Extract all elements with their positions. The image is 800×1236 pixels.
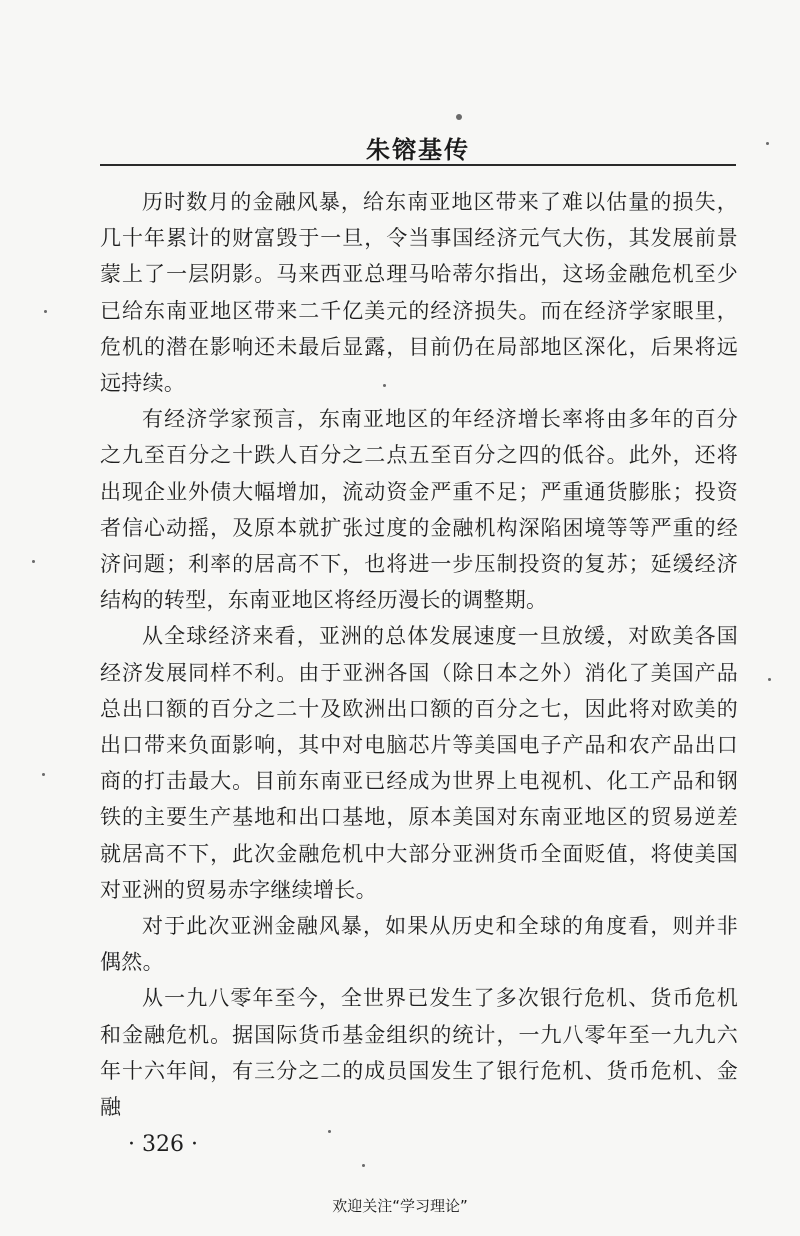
paragraph: 历时数月的金融风暴，给东南亚地区带来了难以估量的损失，几十年累计的财富毁于一旦，令当事国经济元气大伤，其发展前景蒙上了一层阴影。马来西亚总理马哈蒂尔指出，这场金融危机至少已给东南亚地区带来二千亿美元的经济损失。而在经济学家眼里，危机的潜在影响还未最后显露，目前仍在局部地区深化，后果将远远持续。: [100, 190, 738, 396]
paragraph: 有经济学家预言，东南亚地区的年经济增长率将由多年的百分之九至百分之十跌人百分之二点五至百分之四的低谷。此外，还将出现企业外债大幅增加，流动资金严重不足；严重通货膨胀；投资者信心动摇，及原本就扩张过度的金融机构深陷困境等等严重的经济问题；利率的居高不下，也将进一步压制投资的复苏；延缓经济结构的转型，东南亚地区将经历漫长的调整期。: [100, 407, 738, 613]
paragraph: 对于此次亚洲金融风暴，如果从历史和全球的角度看，则并非偶然。: [100, 914, 738, 975]
scan-speck: [32, 560, 35, 563]
book-title: 朱镕基传: [366, 135, 470, 164]
paragraph: 从全球经济来看，亚洲的总体发展速度一旦放缓，对欧美各国经济发展同样不利。由于亚洲各国（除日本之外）消化了美国产品总出口额的百分之二十及欧洲出口额的百分之七，因此将对欧美的出口带来负面影响，其中对电脑芯片等美国电子产品和农产品出口商的打击最大。目前东南亚已经成为世界上电视机、化工产品和钢铁的主要生产基地和出口基地，原本美国对东南亚地区的贸易逆差就居高不下，此次金融危机中大部分亚洲货币全面贬值，将使美国对亚洲的贸易赤字继续增长。: [100, 624, 738, 902]
paragraph: 从一九八零年至今，全世界已发生了多次银行危机、货币危机和金融危机。据国际货币基金组织的统计，一九八零年至一九九六年十六年间，有三分之二的成员国发生了银行危机、货币危机、金融: [100, 986, 738, 1120]
page-number: · 326 ·: [128, 1132, 198, 1157]
scan-speck: [42, 773, 45, 776]
scan-speck: [456, 114, 462, 120]
scan-speck: [362, 1164, 365, 1167]
scan-speck: [383, 384, 386, 387]
body-text: [100, 184, 738, 1125]
running-header: [100, 128, 736, 166]
scan-speck: [766, 142, 769, 145]
footer-note: 欢迎关注“学习理论”: [332, 1197, 468, 1215]
scan-speck: [44, 310, 47, 313]
scan-speck: [768, 678, 771, 681]
scan-speck: [328, 1130, 331, 1133]
